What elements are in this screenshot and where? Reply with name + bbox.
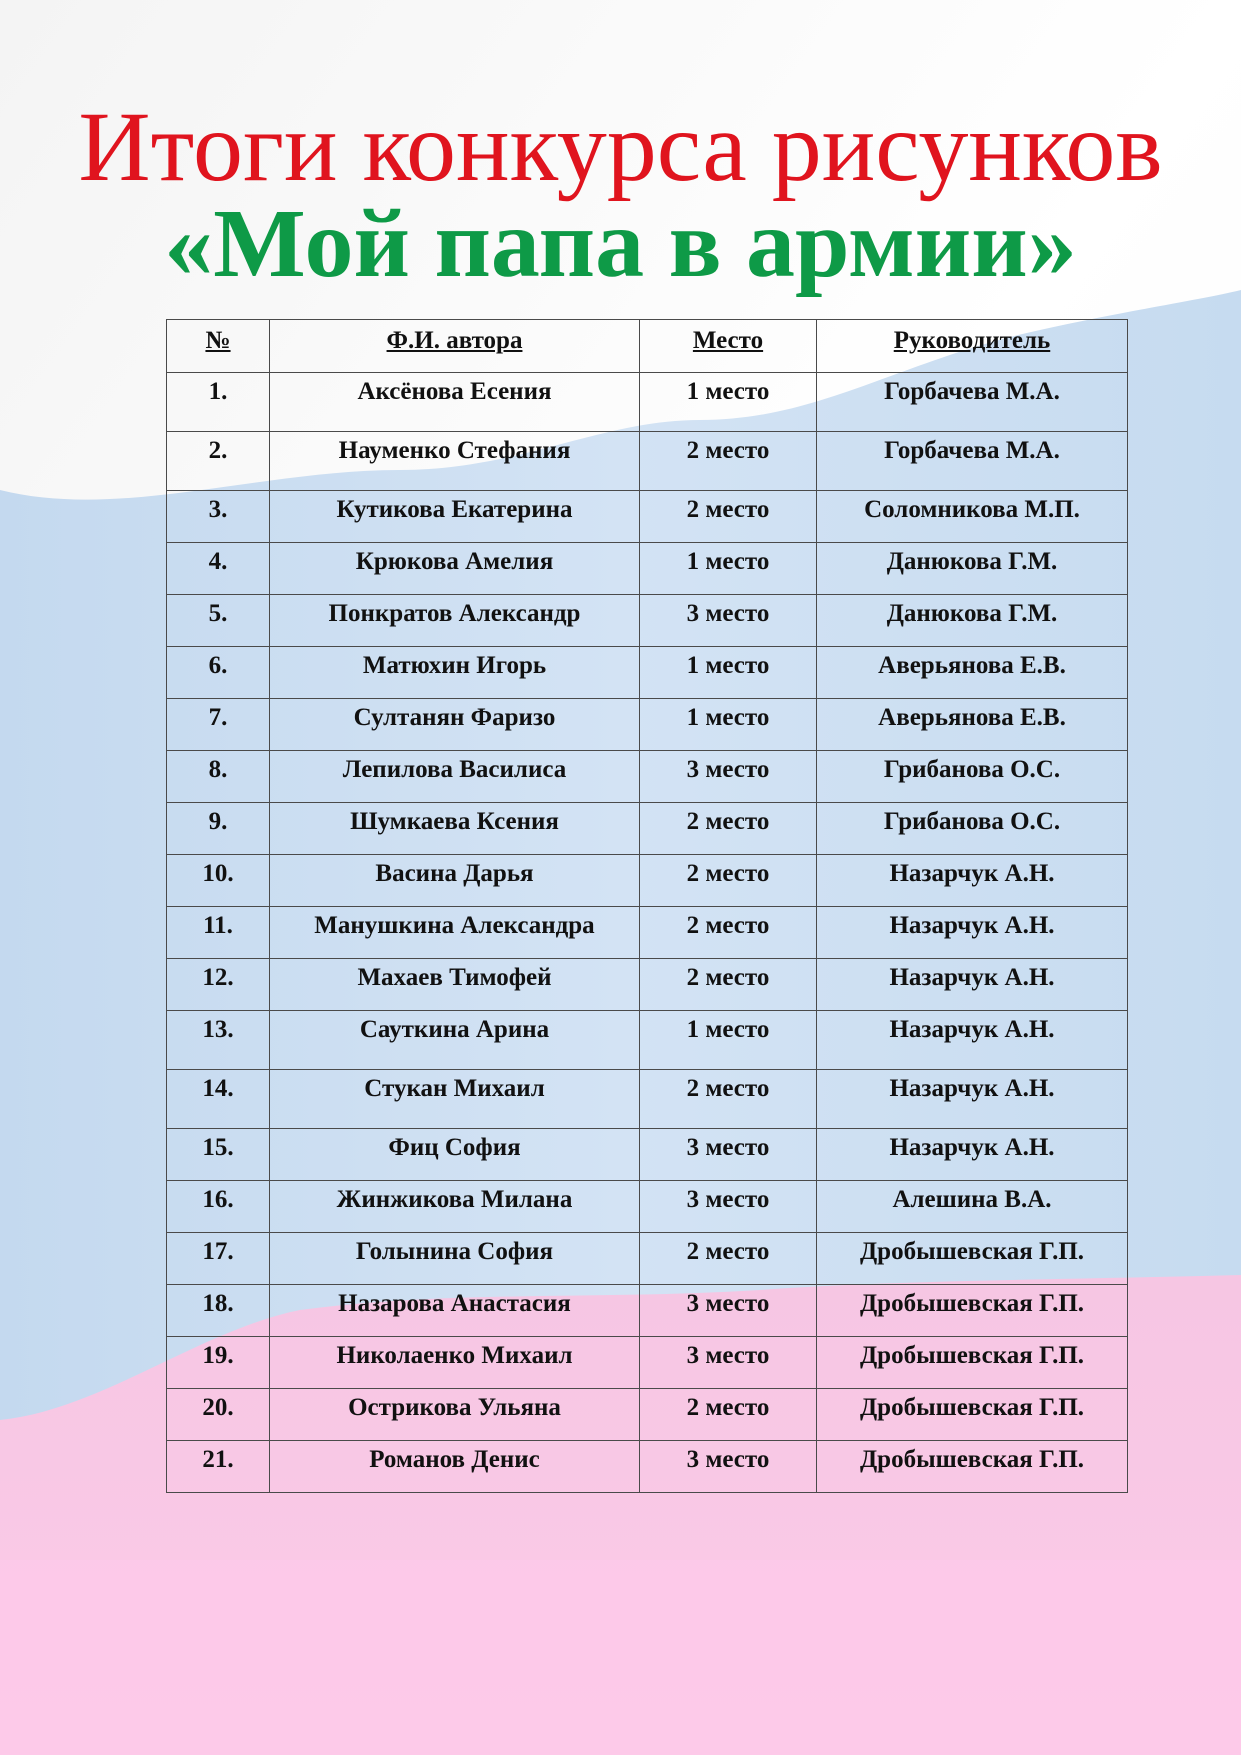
cell-num: 21. — [167, 1441, 270, 1493]
table-row — [167, 491, 1128, 543]
cell-name: Аксёнова Есения — [270, 373, 640, 432]
table-row — [167, 1337, 1128, 1389]
cell-leader: Дробышевская Г.П. — [817, 1441, 1128, 1493]
cell-num: 1. — [167, 373, 270, 432]
cell-num: 13. — [167, 1011, 270, 1070]
results-table — [166, 319, 1128, 1493]
cell-name: Кутикова Екатерина — [270, 491, 640, 543]
cell-name: Лепилова Василиса — [270, 751, 640, 803]
cell-num: 11. — [167, 907, 270, 959]
cell-num: 14. — [167, 1070, 270, 1129]
cell-place: 2 место — [640, 432, 817, 491]
cell-num: 17. — [167, 1233, 270, 1285]
table-row — [167, 1389, 1128, 1441]
table-row — [167, 699, 1128, 751]
table-row — [167, 432, 1128, 491]
cell-leader: Грибанова О.С. — [817, 803, 1128, 855]
cell-num: 3. — [167, 491, 270, 543]
table-row — [167, 1011, 1128, 1070]
cell-name: Крюкова Амелия — [270, 543, 640, 595]
cell-name: Николаенко Михаил — [270, 1337, 640, 1389]
table-row — [167, 751, 1128, 803]
table-row — [167, 855, 1128, 907]
cell-leader: Дробышевская Г.П. — [817, 1233, 1128, 1285]
cell-leader: Дробышевская Г.П. — [817, 1337, 1128, 1389]
cell-name: Стукан Михаил — [270, 1070, 640, 1129]
table-row — [167, 1285, 1128, 1337]
cell-name: Голынина София — [270, 1233, 640, 1285]
header-leader: Руководитель — [817, 320, 1128, 373]
cell-leader: Грибанова О.С. — [817, 751, 1128, 803]
cell-name: Жинжикова Милана — [270, 1181, 640, 1233]
cell-leader: Соломникова М.П. — [817, 491, 1128, 543]
cell-place: 3 место — [640, 1181, 817, 1233]
table-row — [167, 907, 1128, 959]
cell-name: Султанян Фаризо — [270, 699, 640, 751]
cell-place: 3 место — [640, 751, 817, 803]
cell-num: 10. — [167, 855, 270, 907]
cell-num: 12. — [167, 959, 270, 1011]
cell-num: 19. — [167, 1337, 270, 1389]
cell-name: Шумкаева Ксения — [270, 803, 640, 855]
cell-num: 16. — [167, 1181, 270, 1233]
cell-num: 4. — [167, 543, 270, 595]
cell-name: Манушкина Александра — [270, 907, 640, 959]
table-row — [167, 1129, 1128, 1181]
cell-leader: Дробышевская Г.П. — [817, 1389, 1128, 1441]
cell-leader: Назарчук А.Н. — [817, 907, 1128, 959]
table-row — [167, 543, 1128, 595]
cell-num: 18. — [167, 1285, 270, 1337]
cell-leader: Назарчук А.Н. — [817, 1129, 1128, 1181]
cell-place: 2 место — [640, 907, 817, 959]
cell-leader: Назарчук А.Н. — [817, 959, 1128, 1011]
cell-place: 3 место — [640, 1129, 817, 1181]
cell-place: 1 место — [640, 543, 817, 595]
cell-name: Острикова Ульяна — [270, 1389, 640, 1441]
cell-name: Назарова Анастасия — [270, 1285, 640, 1337]
table-body — [167, 373, 1128, 1493]
cell-num: 5. — [167, 595, 270, 647]
cell-place: 1 место — [640, 373, 817, 432]
cell-place: 2 место — [640, 959, 817, 1011]
cell-leader: Дробышевская Г.П. — [817, 1285, 1128, 1337]
cell-place: 3 место — [640, 1285, 817, 1337]
cell-num: 20. — [167, 1389, 270, 1441]
cell-num: 8. — [167, 751, 270, 803]
cell-place: 1 место — [640, 699, 817, 751]
cell-place: 3 место — [640, 595, 817, 647]
cell-place: 1 место — [640, 1011, 817, 1070]
table-row — [167, 595, 1128, 647]
header-num: № — [167, 320, 270, 373]
cell-name: Романов Денис — [270, 1441, 640, 1493]
table-header-row — [167, 320, 1128, 373]
cell-name: Фиц София — [270, 1129, 640, 1181]
page-subtitle: «Мой папа в армии» — [164, 190, 1077, 298]
cell-place: 3 место — [640, 1337, 817, 1389]
cell-leader: Алешина В.А. — [817, 1181, 1128, 1233]
cell-num: 9. — [167, 803, 270, 855]
header-place: Место — [640, 320, 817, 373]
header-name: Ф.И. автора — [270, 320, 640, 373]
cell-place: 2 место — [640, 1389, 817, 1441]
cell-place: 2 место — [640, 855, 817, 907]
table-row — [167, 1181, 1128, 1233]
cell-place: 2 место — [640, 803, 817, 855]
table-row — [167, 1233, 1128, 1285]
cell-place: 3 место — [640, 1441, 817, 1493]
cell-leader: Назарчук А.Н. — [817, 855, 1128, 907]
cell-leader: Горбачева М.А. — [817, 373, 1128, 432]
table-row — [167, 373, 1128, 432]
cell-leader: Назарчук А.Н. — [817, 1070, 1128, 1129]
cell-place: 2 место — [640, 491, 817, 543]
cell-name: Матюхин Игорь — [270, 647, 640, 699]
cell-leader: Данюкова Г.М. — [817, 595, 1128, 647]
cell-leader: Назарчук А.Н. — [817, 1011, 1128, 1070]
cell-leader: Горбачева М.А. — [817, 432, 1128, 491]
table-row — [167, 1441, 1128, 1493]
table-row — [167, 647, 1128, 699]
cell-num: 7. — [167, 699, 270, 751]
table-row — [167, 959, 1128, 1011]
cell-num: 6. — [167, 647, 270, 699]
cell-leader: Данюкова Г.М. — [817, 543, 1128, 595]
cell-place: 1 место — [640, 647, 817, 699]
page-title: Итоги конкурса рисунков — [78, 91, 1163, 202]
table-row — [167, 1070, 1128, 1129]
cell-place: 2 место — [640, 1070, 817, 1129]
cell-name: Махаев Тимофей — [270, 959, 640, 1011]
cell-leader: Аверьянова Е.В. — [817, 647, 1128, 699]
table-row — [167, 803, 1128, 855]
cell-name: Науменко Стефания — [270, 432, 640, 491]
cell-name: Понкратов Александр — [270, 595, 640, 647]
cell-num: 2. — [167, 432, 270, 491]
cell-num: 15. — [167, 1129, 270, 1181]
cell-leader: Аверьянова Е.В. — [817, 699, 1128, 751]
cell-name: Сауткина Арина — [270, 1011, 640, 1070]
cell-place: 2 место — [640, 1233, 817, 1285]
cell-name: Васина Дарья — [270, 855, 640, 907]
